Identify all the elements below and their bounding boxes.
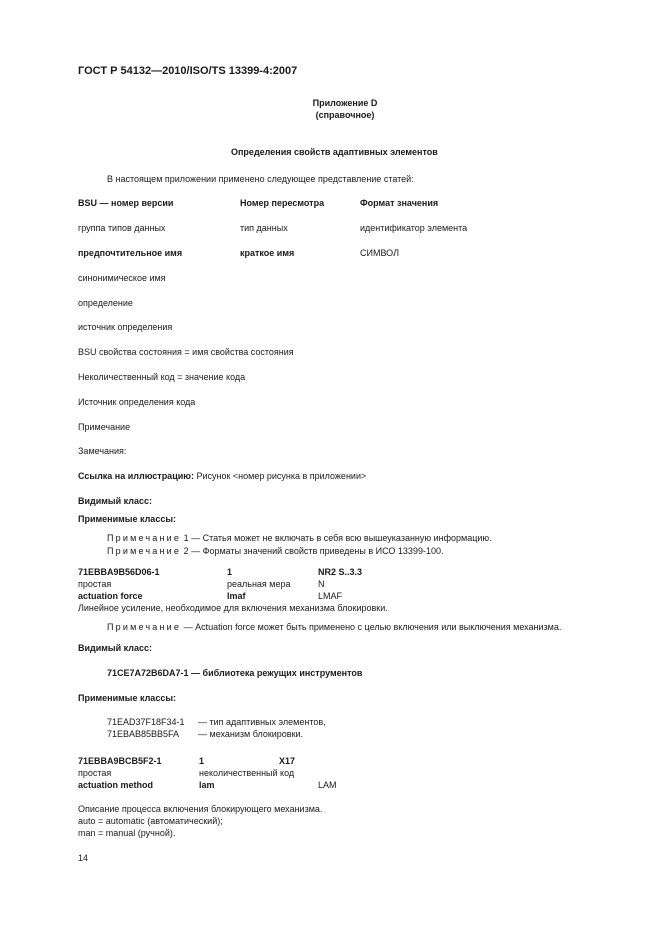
note-text: 2 — Форматы значений свойств приведены в ИСО 13399-100. [181,546,444,556]
intro-text: В настоящем приложении применено следующее представление статей: [107,174,414,184]
template-short-name: краткое имя [240,248,295,258]
applicable-class-desc: — тип адаптивных элементов, [198,717,326,727]
template-line: определение [78,298,133,308]
entry2-symbol: LAM [318,780,337,790]
entry1-short-name: lmaf [227,591,246,601]
entry1-note [107,622,561,633]
entry1-code: 71EBBA9B56D06-1 [78,567,160,577]
template-format: Формат значения [360,198,439,208]
note-text: 1 — Статья может не включать в себя всю вышеуказанную информацию. [181,533,492,543]
note-2 [107,546,443,557]
template-line: Неколичественный код = значение кода [78,372,246,382]
section-title: Определения свойств адаптивных элементов [231,147,438,157]
template-group: группа типов данных [78,223,166,233]
entry1-visible-class-label: Видимый класс: [78,643,152,653]
template-pref-name: предпочтительное имя [78,248,183,258]
template-symbol: СИМВОЛ [360,248,399,258]
entry2-revision: 1 [199,756,205,766]
entry1-format: NR2 S..3.3 [318,567,363,577]
entry1-symbol: LMAF [318,591,343,601]
template-visible-class: Видимый класс: [78,496,152,506]
entry2-definition: Описание процесса включения блокирующего механизма. [78,804,323,814]
note-text: — Actuation force может быть применено с целью включения или выключения механизма. [181,622,562,632]
note-word: Примечание [107,533,182,543]
entry2-format: X17 [279,756,296,766]
appendix-subtitle: (справочное) [315,110,375,120]
template-data-type: тип данных [240,223,288,233]
template-line: Замечания: [78,446,127,456]
entry1-element-id: N [318,579,325,589]
entry2-group: простая [78,768,112,778]
entry1-visible-class-value: 71CE7A72B6DA7-1 — библиотека режущих инструментов [107,668,363,678]
entry2-code-value: auto = automatic (автоматический); [78,816,223,826]
template-line: синонимическое имя [78,273,166,283]
template-line: источник определения [78,322,173,332]
entry2-short-name: lam [199,780,215,790]
appendix-title: Приложение D [312,98,378,108]
entry2-pref-name: actuation method [78,780,154,790]
template-element-id: идентификатор элемента [360,223,468,233]
document-header: ГОСТ Р 54132—2010/ISO/TS 13399-4:2007 [78,65,298,77]
entry2-data-type: неколичественный код [199,768,295,778]
illustration-reference [78,471,366,482]
entry1-definition: Линейное усиление, необходимое для включения механизма блокировки. [78,603,388,613]
entry1-group: простая [78,579,112,589]
page-number: 14 [78,853,89,863]
note-1 [107,533,492,544]
applicable-class-desc: — механизм блокировки. [198,729,304,739]
entry2-code: 71EBBA9BCB5F2-1 [78,756,162,766]
template-line: Примечание [78,422,131,432]
template-revision: Номер пересмотра [240,198,325,208]
entry1-applicable-label: Применимые классы: [78,693,177,703]
template-bsu: BSU — номер версии [78,198,174,208]
note-word: Примечание [107,622,182,632]
applicable-class-code: 71EBAB85BB5FA [107,729,180,739]
template-line: Источник определения кода [78,397,196,407]
illustration-label: Ссылка на иллюстрацию: [78,471,194,481]
illustration-value: Рисунок <номер рисунка в приложении> [193,471,367,481]
applicable-class-code: 71EAD37F18F34-1 [107,717,185,727]
entry1-pref-name: actuation force [78,591,143,601]
template-applicable-classes: Применимые классы: [78,514,177,524]
entry1-revision: 1 [227,567,233,577]
entry2-code-value: man = manual (ручной). [78,828,176,838]
entry1-data-type: реальная мера [227,579,291,589]
template-line: BSU свойства состояния = имя свойства состояния [78,347,294,357]
note-word: Примечание [107,546,182,556]
